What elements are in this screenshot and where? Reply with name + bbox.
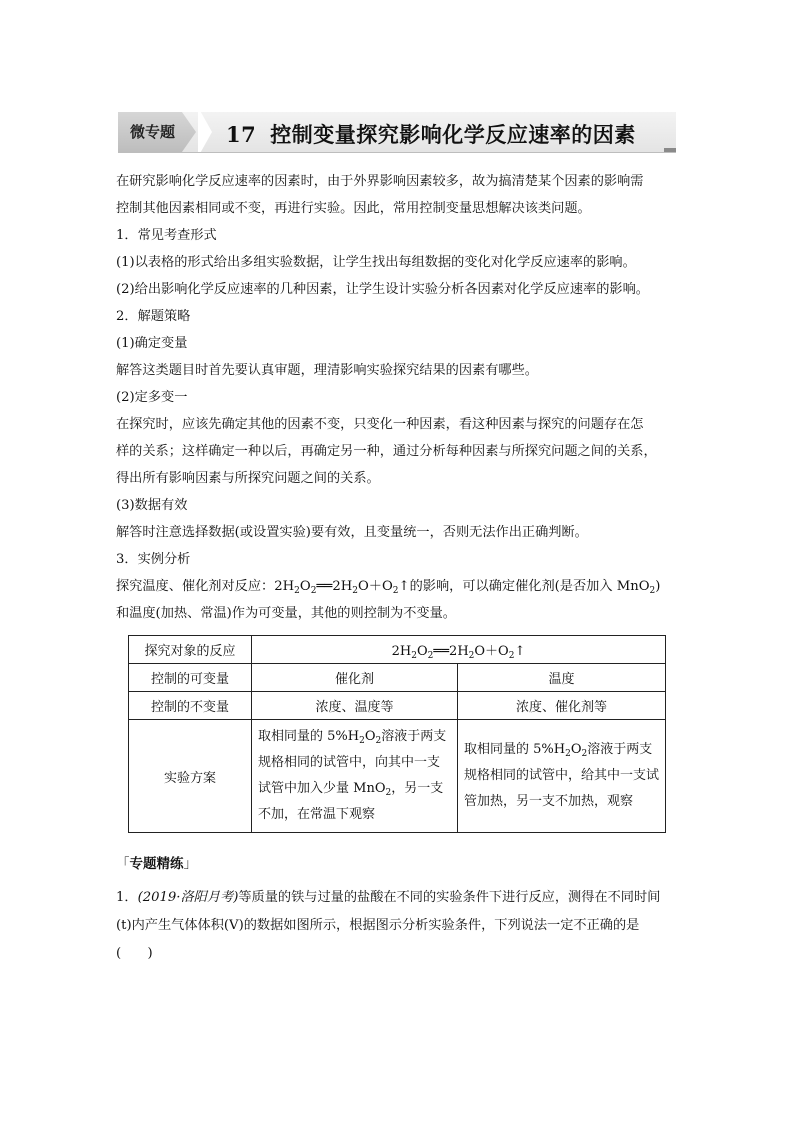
sub-3-text: 解答时注意选择数据(或设置实验)要有效，且变量统一，否则无法作出正确判断。 xyxy=(116,525,588,540)
table-cell: 探究对象的反应 xyxy=(129,636,252,664)
experiment-table xyxy=(128,635,666,833)
table-cell: 催化剂 xyxy=(252,664,458,692)
plan-catalyst-cell: 取相同量的 $5\%H_2O_2$溶液于两支规格相同的试管中，向其中一支试管中加入少量 MnO$_2$，另一支不加，在常温下观察 xyxy=(252,720,458,833)
banner-underline xyxy=(118,152,676,153)
table-cell: 浓度、温度等 xyxy=(252,692,458,720)
sub-2-line-2: 样的关系；这样确定一种以后，再确定另一种，通过分析每种因素与所探究问题之间的关系， xyxy=(116,444,657,459)
sub-2-line-1: 在探究时，应该先确定其他的因素不变，只变化一种因素，看这种因素与探究的问题存在怎 xyxy=(116,417,644,432)
table-row xyxy=(129,664,666,692)
intro-line-1: 在研究影响化学反应速率的因素时，由于外界影响因素较多，故为搞清楚某个因素的影响需 xyxy=(116,174,644,189)
question-line-1: 1．(2019·洛阳月考)等质量的铁与过量的盐酸在不同的实验条件下进行反应，测得在不同时间 xyxy=(116,890,661,905)
table-equation-cell: $2H_2O_2══2H_2O+O_2↑$ xyxy=(252,636,666,664)
section-1-heading: 1．常见考查形式 xyxy=(116,228,217,243)
example-line-1: 探究温度、催化剂对反应：$2H_2O_2══2H_2O+O_2↑$的影响，可以确定催化剂(是否加入 MnO$_2$) xyxy=(116,579,661,596)
table-cell: 浓度、催化剂等 xyxy=(458,692,666,720)
answer-blank: ( ) xyxy=(116,946,153,961)
table-row xyxy=(129,692,666,720)
page-title xyxy=(226,119,636,149)
section-3-heading: 3．实例分析 xyxy=(116,552,191,567)
sub-3-heading: (3)数据有效 xyxy=(116,498,188,513)
topic-title: 控制变量探究影响化学反应速率的因素 xyxy=(270,122,636,147)
table-row xyxy=(129,720,666,833)
practice-heading: 「专题精练」 xyxy=(116,856,197,872)
question-line-2: (t)内产生气体体积(V)的数据如图所示，根据图示分析实验条件，下列说法一定不正确的是 xyxy=(116,918,640,933)
table-cell: 温度 xyxy=(458,664,666,692)
sub-2-line-3: 得出所有影响因素与所探究问题之间的关系。 xyxy=(116,471,380,486)
banner-separator xyxy=(198,112,212,152)
section-1-item-2: (2)给出影响化学反应速率的几种因素，让学生设计实验分析各因素对化学反应速率的影响。 xyxy=(116,282,649,297)
question-1 xyxy=(116,884,680,968)
example-text-b: 的影响，可以确定催化剂(是否加入 MnO xyxy=(409,579,650,594)
table-cell: 实验方案 xyxy=(129,720,252,833)
intro-line-2: 控制其他因素相同或不变，再进行实验。因此，常用控制变量思想解决该类问题。 xyxy=(116,201,591,216)
example-line-2: 和温度(加热、常温)作为可变量，其他的则控制为不变量。 xyxy=(116,606,456,621)
section-1-item-1: (1)以表格的形式给出多组实验数据，让学生找出每组数据的变化对化学反应速率的影响。 xyxy=(116,255,636,270)
table-cell: 控制的不变量 xyxy=(129,692,252,720)
banner-tag: 微专题 xyxy=(130,123,176,141)
table-cell: 控制的可变量 xyxy=(129,664,252,692)
sub-2-heading: (2)定多变一 xyxy=(116,390,188,405)
main-content xyxy=(116,168,680,627)
example-text-a: 探究温度、催化剂对反应： xyxy=(116,579,275,594)
sub-1-text: 解答这类题目时首先要认真审题，理清影响实验探究结果的因素有哪些。 xyxy=(116,363,538,378)
topic-banner xyxy=(118,112,676,152)
section-2-heading: 2．解题策略 xyxy=(116,309,191,324)
topic-number: 17 xyxy=(226,122,257,147)
table-row xyxy=(129,636,666,664)
plan-temperature-cell: 取相同量的 $5\%H_2O_2$溶液于两支规格相同的试管中，给其中一支试管加热，另一支不加热，观察 xyxy=(458,720,666,833)
sub-1-heading: (1)确定变量 xyxy=(116,336,188,351)
reaction-equation: $2H_2O_2══2H_2O+O_2↑$ xyxy=(274,579,410,596)
